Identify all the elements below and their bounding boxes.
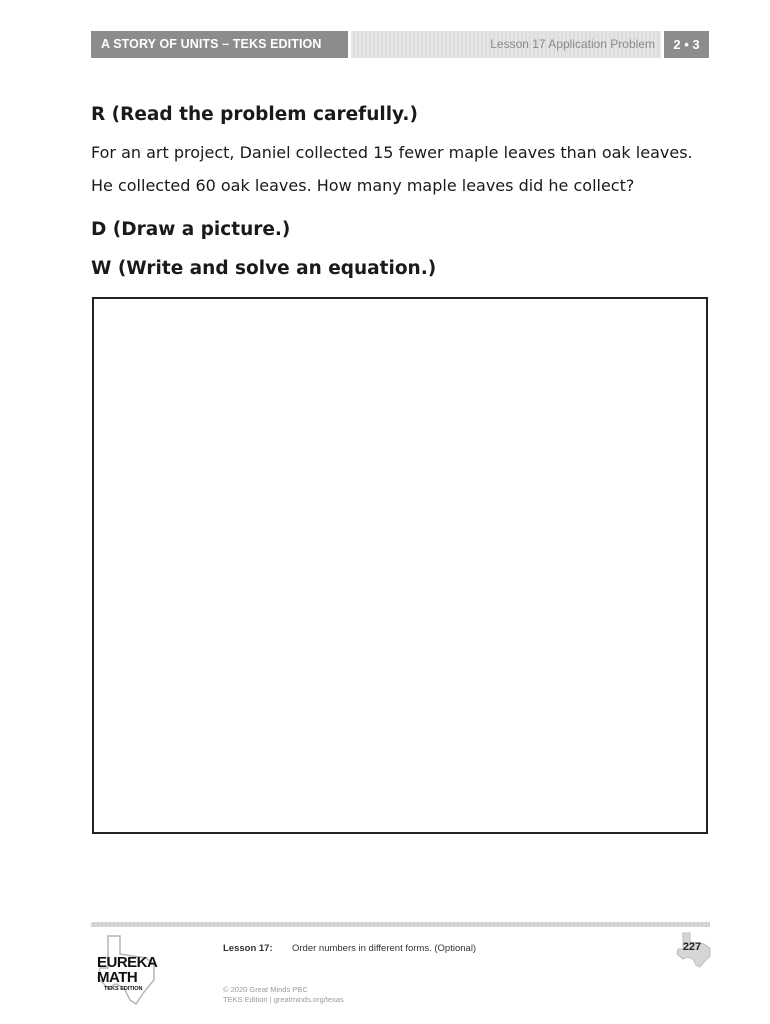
footer-lesson-description: Order numbers in different forms. (Optional) bbox=[292, 943, 477, 954]
page-number: 227 bbox=[682, 941, 702, 953]
logo-eureka-text: EUREKA bbox=[97, 954, 158, 971]
problem-line-2: He collected 60 oak leaves. How many maple leaves did he collect? bbox=[91, 176, 635, 195]
work-area-box bbox=[92, 297, 708, 834]
footer-divider bbox=[91, 922, 710, 927]
read-heading: R (Read the problem carefully.) bbox=[91, 104, 418, 125]
logo-edition-text: TEKS EDITION bbox=[104, 986, 143, 992]
draw-heading: D (Draw a picture.) bbox=[91, 219, 291, 240]
curriculum-title: A STORY OF UNITS – TEKS EDITION bbox=[91, 31, 348, 58]
problem-line-1: For an art project, Daniel collected 15 fewer maple leaves than oak leaves. bbox=[91, 143, 693, 162]
write-heading: W (Write and solve an equation.) bbox=[91, 258, 437, 279]
page-number-badge bbox=[673, 932, 713, 968]
eureka-math-logo bbox=[90, 934, 162, 1006]
footer-edition-link: TEKS Edition | greatminds.org/texas bbox=[223, 995, 344, 1004]
lesson-label: Lesson 17 Application Problem bbox=[351, 31, 661, 58]
footer-copyright: © 2020 Great Minds PBC bbox=[223, 985, 308, 994]
logo-math-text: MATH bbox=[97, 969, 138, 986]
footer-lesson-label: Lesson 17: bbox=[223, 943, 273, 954]
grade-module-badge: 2 • 3 bbox=[664, 31, 709, 58]
